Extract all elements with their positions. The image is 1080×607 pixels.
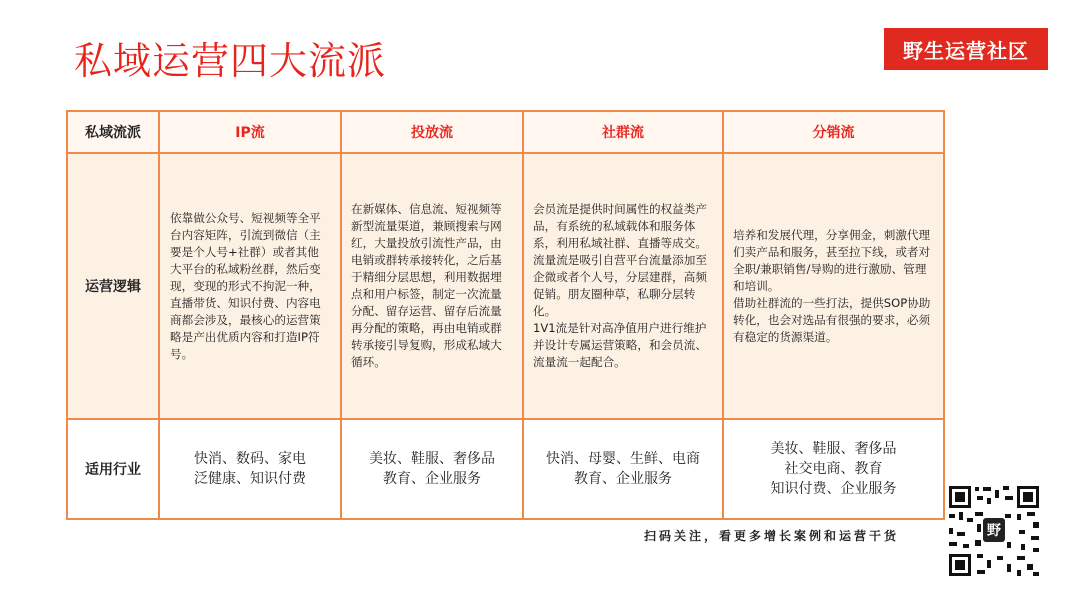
column-header-community: 社群流 [523,111,723,153]
logic-cell-ads: 在新媒体、信息流、短视频等新型流量渠道，兼顾搜索与网红，大量投放引流性产品，由电销或群转承接转化，之后基于精细分层思想，利用数据埋点和用户标签，制定一次流量分配、留存运营、留存后流量再分配的策略，再由电销或群转承接引导复购，形成私域大循环。 [341,153,523,419]
industry-line: 教育、企业服务 [574,471,672,487]
industry-row-label: 适用行业 [67,419,159,519]
logic-cell-ip: 依靠做公众号、短视频等全平台内容矩阵，引流到微信（主要是个人号+社群）或者其他大平台的私域粉丝群，然后变现，变现的形式不拘泥一种，直播带货、知识付费、内容电商都会涉及，最核心的运营策略是产出优质内容和打造IP符号。 [159,153,341,419]
brand-logo: 野生运营社区 [884,28,1048,70]
qr-code-icon[interactable] [947,484,1041,578]
industry-line: 美妆、鞋服、奢侈品 [369,451,495,467]
industry-cell-distribution [723,419,944,519]
industry-cell-community [523,419,723,519]
industry-line: 泛健康、知识付费 [194,471,306,487]
column-header-distribution: 分销流 [723,111,944,153]
industry-row [67,419,944,519]
logic-cell-community: 会员流是提供时间属性的权益类产品，有系统的私域载体和服务体系，利用私域社群、直播等成交。 流量流是吸引自营平台流量添加至企微或者个人号，分层建群，高频促销。朋友圈种草，私聊分层转化。 1V1流是针对高净值用户进行维护并设计专属运营策略，和会员流、流量流一起配合。 [523,153,723,419]
footer-caption: 扫码关注，看更多增长案例和运营干货 [644,529,900,543]
logic-cell-distribution: 培养和发展代理，分享佣金，刺激代理们卖产品和服务，甚至拉下线，或者对全职/兼职销售/导购的进行激励、管理和培训。 借助社群流的一些打法，提供SOP协助转化，也会对选品有很强的要求，必须有稳定的货源渠道。 [723,153,944,419]
industry-line: 美妆、鞋服、奢侈品 [770,441,897,457]
header-row [67,111,944,153]
column-header-ads: 投放流 [341,111,523,153]
logic-row-label: 运营逻辑 [67,153,159,419]
industry-line: 教育、企业服务 [383,471,481,487]
industry-line: 知识付费、企业服务 [770,481,897,497]
page-title: 私域运营四大流派 [74,39,387,83]
qr-badge: 野 [987,523,1001,539]
column-header-ip: IP流 [159,111,341,153]
schools-table [66,110,945,520]
industry-line: 社交电商、教育 [784,461,883,477]
industry-line: 快消、母婴、生鲜、电商 [546,451,700,467]
industry-cell-ads [341,419,523,519]
industry-cell-ip [159,419,341,519]
row-header-label: 私域流派 [67,111,159,153]
logic-row [67,153,944,419]
industry-line: 快消、数码、家电 [194,451,306,467]
